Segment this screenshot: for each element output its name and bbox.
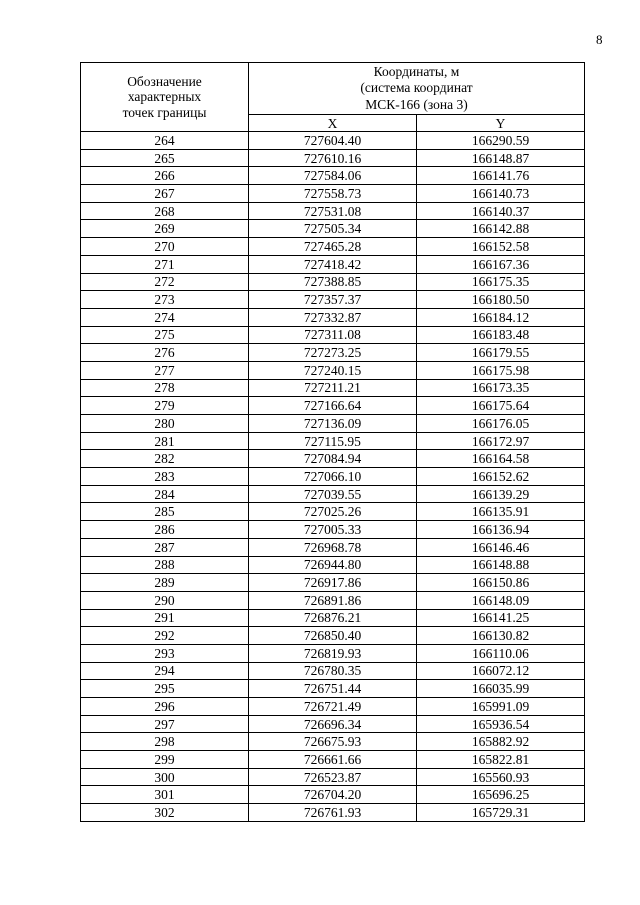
x-coordinate-cell: 727610.16	[249, 149, 417, 167]
point-cell: 294	[81, 662, 249, 680]
point-cell: 275	[81, 326, 249, 344]
table-row	[81, 149, 585, 167]
y-coordinate-cell: 166135.91	[417, 503, 585, 521]
x-coordinate-cell: 727531.08	[249, 202, 417, 220]
x-coordinate-cell: 727066.10	[249, 468, 417, 486]
point-cell: 283	[81, 468, 249, 486]
table-row	[81, 627, 585, 645]
x-coordinate-cell: 727357.37	[249, 291, 417, 309]
point-cell: 297	[81, 715, 249, 733]
point-header-line-2: характерных	[127, 89, 202, 105]
table-row	[81, 255, 585, 273]
table-row	[81, 698, 585, 716]
y-coordinate-cell: 166148.87	[417, 149, 585, 167]
point-cell: 301	[81, 786, 249, 804]
y-coordinate-cell: 166152.62	[417, 468, 585, 486]
y-coordinate-cell: 165991.09	[417, 698, 585, 716]
y-coordinate-cell: 165696.25	[417, 786, 585, 804]
coords-header-line-1: Координаты, м	[373, 63, 460, 79]
table-row	[81, 733, 585, 751]
table-row	[81, 379, 585, 397]
point-cell: 295	[81, 680, 249, 698]
x-coordinate-cell: 727005.33	[249, 521, 417, 539]
table-row	[81, 308, 585, 326]
table-header	[81, 63, 585, 132]
y-coordinate-cell: 166175.64	[417, 397, 585, 415]
x-coordinate-cell: 727240.15	[249, 361, 417, 379]
x-coordinate-cell: 726704.20	[249, 786, 417, 804]
point-cell: 279	[81, 397, 249, 415]
x-coordinate-cell: 727558.73	[249, 185, 417, 203]
table-row	[81, 291, 585, 309]
point-cell: 291	[81, 609, 249, 627]
table-row	[81, 786, 585, 804]
y-coordinate-cell: 166179.55	[417, 344, 585, 362]
y-coordinate-cell: 166173.35	[417, 379, 585, 397]
y-coordinate-cell: 166167.36	[417, 255, 585, 273]
x-coordinate-cell: 726968.78	[249, 538, 417, 556]
point-cell: 273	[81, 291, 249, 309]
y-coordinate-cell: 165882.92	[417, 733, 585, 751]
y-coordinate-cell: 166142.88	[417, 220, 585, 238]
x-coordinate-cell: 726761.93	[249, 804, 417, 822]
x-coordinate-cell: 726891.86	[249, 591, 417, 609]
table-row	[81, 344, 585, 362]
x-coordinate-cell: 727584.06	[249, 167, 417, 185]
y-coordinate-cell: 166152.58	[417, 238, 585, 256]
x-coordinate-cell: 727039.55	[249, 485, 417, 503]
x-coordinate-cell: 726876.21	[249, 609, 417, 627]
y-coordinate-cell: 166172.97	[417, 432, 585, 450]
point-cell: 285	[81, 503, 249, 521]
table-row	[81, 132, 585, 150]
point-cell: 287	[81, 538, 249, 556]
table-row	[81, 680, 585, 698]
y-coordinate-cell: 166180.50	[417, 291, 585, 309]
point-cell: 274	[81, 308, 249, 326]
x-coordinate-cell: 727465.28	[249, 238, 417, 256]
x-coordinate-cell: 727273.25	[249, 344, 417, 362]
point-cell: 282	[81, 450, 249, 468]
table-row	[81, 644, 585, 662]
table-row	[81, 715, 585, 733]
point-cell: 281	[81, 432, 249, 450]
table-row	[81, 503, 585, 521]
table-row	[81, 521, 585, 539]
y-coordinate-cell: 166150.86	[417, 574, 585, 592]
page-number: 8	[596, 32, 603, 47]
y-coordinate-cell: 166141.76	[417, 167, 585, 185]
x-coordinate-cell: 727311.08	[249, 326, 417, 344]
point-cell: 270	[81, 238, 249, 256]
y-coordinate-cell: 166136.94	[417, 521, 585, 539]
x-column-header: X	[249, 115, 417, 132]
table-row	[81, 415, 585, 433]
point-cell: 298	[81, 733, 249, 751]
point-cell: 264	[81, 132, 249, 150]
table-row	[81, 609, 585, 627]
x-coordinate-cell: 727166.64	[249, 397, 417, 415]
y-coordinate-cell: 166290.59	[417, 132, 585, 150]
y-coordinate-cell: 166072.12	[417, 662, 585, 680]
x-coordinate-cell: 727084.94	[249, 450, 417, 468]
table-row	[81, 662, 585, 680]
table-row	[81, 574, 585, 592]
coords-header-line-3: МСК-166 (зона 3)	[365, 96, 468, 112]
coordinates-header	[249, 63, 585, 115]
x-coordinate-cell: 727604.40	[249, 132, 417, 150]
x-coordinate-cell: 726819.93	[249, 644, 417, 662]
x-coordinate-cell: 726850.40	[249, 627, 417, 645]
point-cell: 265	[81, 149, 249, 167]
y-coordinate-cell: 166140.73	[417, 185, 585, 203]
table-row	[81, 202, 585, 220]
x-coordinate-cell: 727418.42	[249, 255, 417, 273]
x-coordinate-cell: 726696.34	[249, 715, 417, 733]
point-cell: 286	[81, 521, 249, 539]
table-row	[81, 238, 585, 256]
y-coordinate-cell: 166175.98	[417, 361, 585, 379]
y-coordinate-cell: 166184.12	[417, 308, 585, 326]
y-coordinate-cell: 166140.37	[417, 202, 585, 220]
point-cell: 290	[81, 591, 249, 609]
point-cell: 271	[81, 255, 249, 273]
x-coordinate-cell: 727115.95	[249, 432, 417, 450]
point-header-line-3: точек границы	[122, 104, 207, 120]
x-coordinate-cell: 727388.85	[249, 273, 417, 291]
y-coordinate-cell: 165822.81	[417, 751, 585, 769]
point-cell: 296	[81, 698, 249, 716]
table-row	[81, 167, 585, 185]
point-cell: 267	[81, 185, 249, 203]
table-row	[81, 751, 585, 769]
table-row	[81, 468, 585, 486]
x-coordinate-cell: 727025.26	[249, 503, 417, 521]
x-coordinate-cell: 726721.49	[249, 698, 417, 716]
table-row	[81, 432, 585, 450]
point-cell: 268	[81, 202, 249, 220]
point-cell: 300	[81, 768, 249, 786]
point-cell: 278	[81, 379, 249, 397]
point-cell: 276	[81, 344, 249, 362]
header-row-main	[81, 63, 585, 115]
x-coordinate-cell: 727136.09	[249, 415, 417, 433]
table-row	[81, 220, 585, 238]
point-cell: 299	[81, 751, 249, 769]
y-coordinate-cell: 166176.05	[417, 415, 585, 433]
x-coordinate-cell: 726780.35	[249, 662, 417, 680]
y-coordinate-cell: 166148.88	[417, 556, 585, 574]
x-coordinate-cell: 727332.87	[249, 308, 417, 326]
point-designation-header	[81, 63, 249, 132]
y-coordinate-cell: 166175.35	[417, 273, 585, 291]
table-row	[81, 768, 585, 786]
table-row	[81, 361, 585, 379]
table-row	[81, 326, 585, 344]
x-coordinate-cell: 726675.93	[249, 733, 417, 751]
y-coordinate-cell: 166164.58	[417, 450, 585, 468]
y-coordinate-cell: 165729.31	[417, 804, 585, 822]
coords-header-line-2: (система координат	[360, 80, 473, 96]
point-cell: 288	[81, 556, 249, 574]
point-cell: 266	[81, 167, 249, 185]
x-coordinate-cell: 726523.87	[249, 768, 417, 786]
point-cell: 277	[81, 361, 249, 379]
x-coordinate-cell: 726917.86	[249, 574, 417, 592]
point-cell: 302	[81, 804, 249, 822]
point-cell: 289	[81, 574, 249, 592]
y-coordinate-cell: 166035.99	[417, 680, 585, 698]
y-coordinate-cell: 166148.09	[417, 591, 585, 609]
y-coordinate-cell: 166183.48	[417, 326, 585, 344]
table-row	[81, 185, 585, 203]
table-row	[81, 450, 585, 468]
y-coordinate-cell: 166110.06	[417, 644, 585, 662]
table-row	[81, 273, 585, 291]
point-cell: 293	[81, 644, 249, 662]
y-coordinate-cell: 166130.82	[417, 627, 585, 645]
table-row	[81, 556, 585, 574]
table-body	[81, 132, 585, 822]
point-cell: 269	[81, 220, 249, 238]
table-row	[81, 485, 585, 503]
coordinates-table	[80, 62, 585, 822]
point-header-line-1: Обозначение	[127, 73, 202, 89]
y-coordinate-cell: 166141.25	[417, 609, 585, 627]
y-column-header: Y	[417, 115, 585, 132]
y-coordinate-cell: 166139.29	[417, 485, 585, 503]
x-coordinate-cell: 726944.80	[249, 556, 417, 574]
y-coordinate-cell: 166146.46	[417, 538, 585, 556]
point-cell: 272	[81, 273, 249, 291]
x-coordinate-cell: 726751.44	[249, 680, 417, 698]
table-row	[81, 538, 585, 556]
table-row	[81, 397, 585, 415]
y-coordinate-cell: 165936.54	[417, 715, 585, 733]
point-cell: 280	[81, 415, 249, 433]
x-coordinate-cell: 726661.66	[249, 751, 417, 769]
y-coordinate-cell: 165560.93	[417, 768, 585, 786]
x-coordinate-cell: 727211.21	[249, 379, 417, 397]
point-cell: 292	[81, 627, 249, 645]
table-row	[81, 591, 585, 609]
table-row	[81, 804, 585, 822]
point-cell: 284	[81, 485, 249, 503]
x-coordinate-cell: 727505.34	[249, 220, 417, 238]
